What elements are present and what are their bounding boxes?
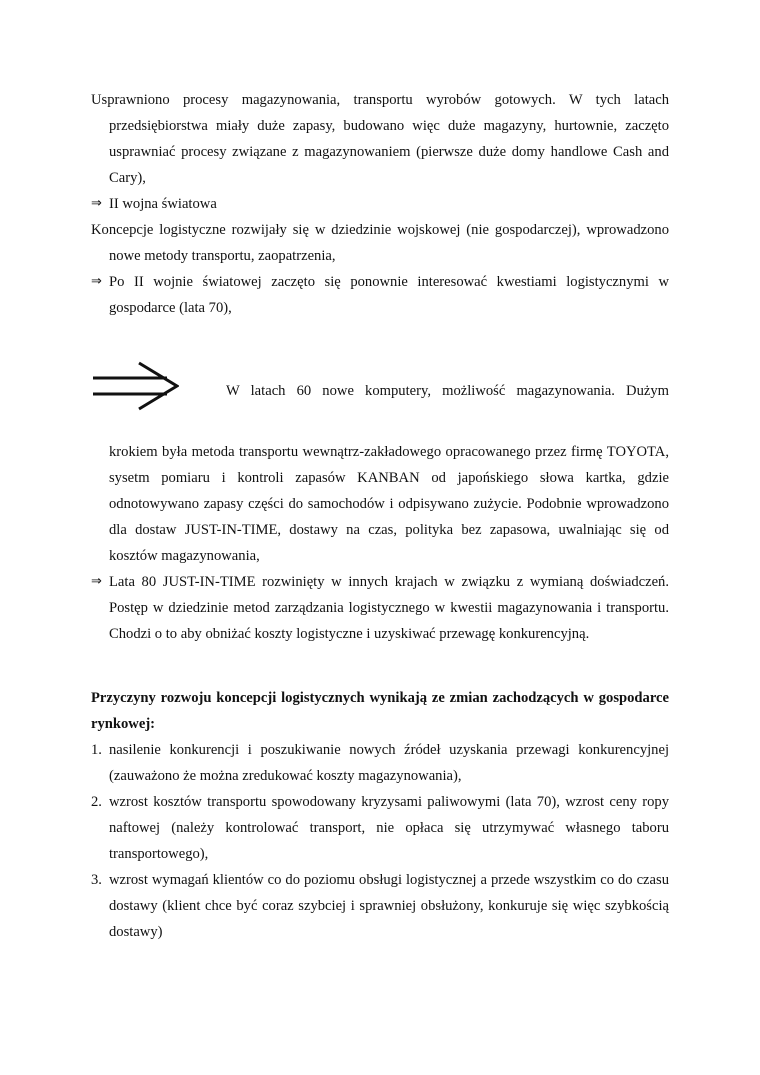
big-arrow-block [91,361,669,439]
list-item [91,867,669,945]
list-number: 3. [91,872,102,888]
arrow-item-text: II wojna światowa [109,196,217,212]
list-item-text: nasilenie konkurencji i poszukiwanie nowych źródeł uzyskania przewagi konkurencyjnej (zauważono że można zredukować koszty magazynowania), [109,742,669,784]
paragraph-storage: Usprawniono procesy magazynowania, transportu wyrobów gotowych. W tych latach przedsiębiorstwa miały duże zapasy, budowano więc duże magazyny, hurtownie, zaczęto usprawniać procesy związane z magazynowaniem (pierwsze duże domy handlowe Cash and Cary), [91,92,669,186]
list-item [91,737,669,789]
arrow-item-postwar [91,269,669,321]
document-page [91,87,669,945]
big-arrow-text: W latach 60 nowe komputery, możliwość magazynowania. Dużym [226,383,669,399]
implies-arrow-icon: ⇒ [91,274,102,289]
paragraph-military: Koncepcje logistyczne rozwijały się w dziedzinie wojskowej (nie gospodarczej), wprowadzono nowe metody transportu, zaopatrzenia, [91,222,669,264]
paragraph-toyota: krokiem była metoda transportu wewnątrz-zakładowego opracowanego przez firmę TOYOTA, sysetm pomiaru i kontroli zapasów KANBAN od japońskiego słowa kartka, gdzie odnotowywano zapasy części do samochodów i odpisywano zużycie. Podobnie wprowadzono dla dostaw JUST-IN-TIME, dostawy na czas, polityka bez zapasowa, uwalniając się od kosztów magazynowania, [109,444,669,564]
implies-arrow-icon: ⇒ [91,196,102,211]
reasons-list [91,737,669,945]
list-item [91,789,669,867]
arrow-item-text: Lata 80 JUST-IN-TIME rozwinięty w innych krajach w związku z wymianą doświadczeń. Postęp w dziedzinie metod zarządzania logistycznego w kwestii magazynowania i transportu. Chodzi o to aby obniżać koszty logistyczne i uzyskiwać przewagę konkurencyjną. [109,574,669,642]
list-item-text: wzrost wymagań klientów co do poziomu obsługi logistycznej a przede wszystkim co do czasu dostawy (klient chce być coraz szybciej i sprawniej obsłużony, konkuruje się więc szybkością dostawy) [109,872,669,940]
list-number: 1. [91,742,102,758]
implies-arrow-icon: ⇒ [91,574,102,589]
section-heading: Przyczyny rozwoju koncepcji logistycznych wynikają ze zmian zachodzących w gospodarce rynkowej: [91,690,669,732]
arrow-item-80s [91,569,669,647]
arrow-item-ww2 [91,191,669,217]
list-item-text: wzrost kosztów transportu spowodowany kryzysami paliwowymi (lata 70), wzrost ceny ropy naftowej (należy kontrolować transport, nie opłaca się utrzymywać własnego taboru transportowego), [109,794,669,862]
list-number: 2. [91,794,102,810]
arrow-item-text: Po II wojnie światowej zaczęto się ponownie interesować kwestiami logistycznymi w gospodarce (lata 70), [109,274,669,316]
large-implies-arrow-icon [93,361,179,411]
